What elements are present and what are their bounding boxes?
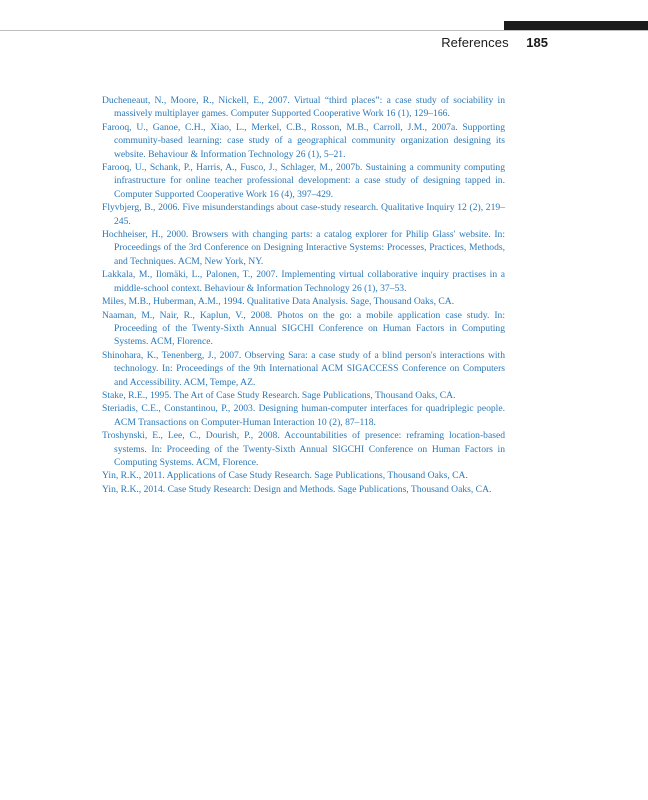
- reference-item[interactable]: Farooq, U., Ganoe, C.H., Xiao, L., Merkel, C.B., Rosson, M.B., Carroll, J.M., 2007a. Supporting community-based learning: case study of a geographical community organization designing its website. Behaviour & Information Technology 26 (1), 5–21.: [102, 121, 505, 160]
- reference-item[interactable]: Lakkala, M., Ilomäki, L., Palonen, T., 2007. Implementing virtual collaborative inquiry practises in a middle-school context. Behaviour & Information Technology 26 (1), 37–53.: [102, 269, 505, 294]
- reference-item[interactable]: Naaman, M., Nair, R., Kaplun, V., 2008. Photos on the go: a mobile application case study. In: Proceeding of the Twenty-Sixth Annual SIGCHI Conference on Human Factors in Computing Systems. ACM, Florence.: [102, 309, 505, 348]
- reference-item[interactable]: Steriadis, C.E., Constantinou, P., 2003. Designing human-computer interfaces for quadriplegic people. ACM Transactions on Computer-Human Interaction 10 (2), 87–118.: [102, 403, 505, 428]
- reference-item[interactable]: Hochheiser, H., 2000. Browsers with changing parts: a catalog explorer for Philip Glass' website. In: Proceedings of the 3rd Conference on Designing Interactive Systems: Processes, Practices, Methods, and Techniques. ACM, New York, NY.: [102, 229, 505, 267]
- reference-item[interactable]: Ducheneaut, N., Moore, R., Nickell, E., 2007. Virtual “third places”: a case study of sociability in massively multiplayer games. Computer Supported Cooperative Work 16 (1), 129–166.: [102, 95, 505, 120]
- section-title: References: [441, 35, 509, 50]
- reference-item[interactable]: Flyvbjerg, B., 2006. Five misunderstandings about case-study research. Qualitative Inquiry 12 (2), 219–245.: [102, 202, 505, 227]
- reference-item[interactable]: Troshynski, E., Lee, C., Dourish, P., 2008. Accountabilities of presence: reframing location-based systems. In: Proceeding of the Twenty-Sixth Annual SIGCHI Conference on Human Factors in Computing Systems. ACM, Florence.: [102, 430, 505, 468]
- reference-item[interactable]: Farooq, U., Schank, P., Harris, A., Fusco, J., Schlager, M., 2007b. Sustaining a community computing infrastructure for online teacher professional development: a case study of designing tapped in. Computer Supported Cooperative Work 16 (4), 397–429.: [102, 162, 505, 200]
- running-head: [441, 35, 548, 50]
- page-number: 185: [526, 35, 548, 50]
- reference-list: [102, 94, 505, 496]
- reference-item[interactable]: Shinohara, K., Tenenberg, J., 2007. Observing Sara: a case study of a blind person's interactions with technology. In: Proceedings of the 9th International ACM SIGACCESS Conference on Computers and Accessibility. ACM, Tempe, AZ.: [102, 349, 505, 388]
- reference-item[interactable]: Stake, R.E., 1995. The Art of Case Study Research. Sage Publications, Thousand Oaks, CA.: [102, 389, 456, 401]
- reference-item[interactable]: Yin, R.K., 2011. Applications of Case Study Research. Sage Publications, Thousand Oaks, CA.: [102, 470, 468, 482]
- reference-item[interactable]: Yin, R.K., 2014. Case Study Research: Design and Methods. Sage Publications, Thousand Oaks, CA.: [102, 483, 492, 495]
- header-rule: [0, 30, 648, 31]
- reference-item[interactable]: Miles, M.B., Huberman, A.M., 1994. Qualitative Data Analysis. Sage, Thousand Oaks, CA.: [102, 296, 455, 308]
